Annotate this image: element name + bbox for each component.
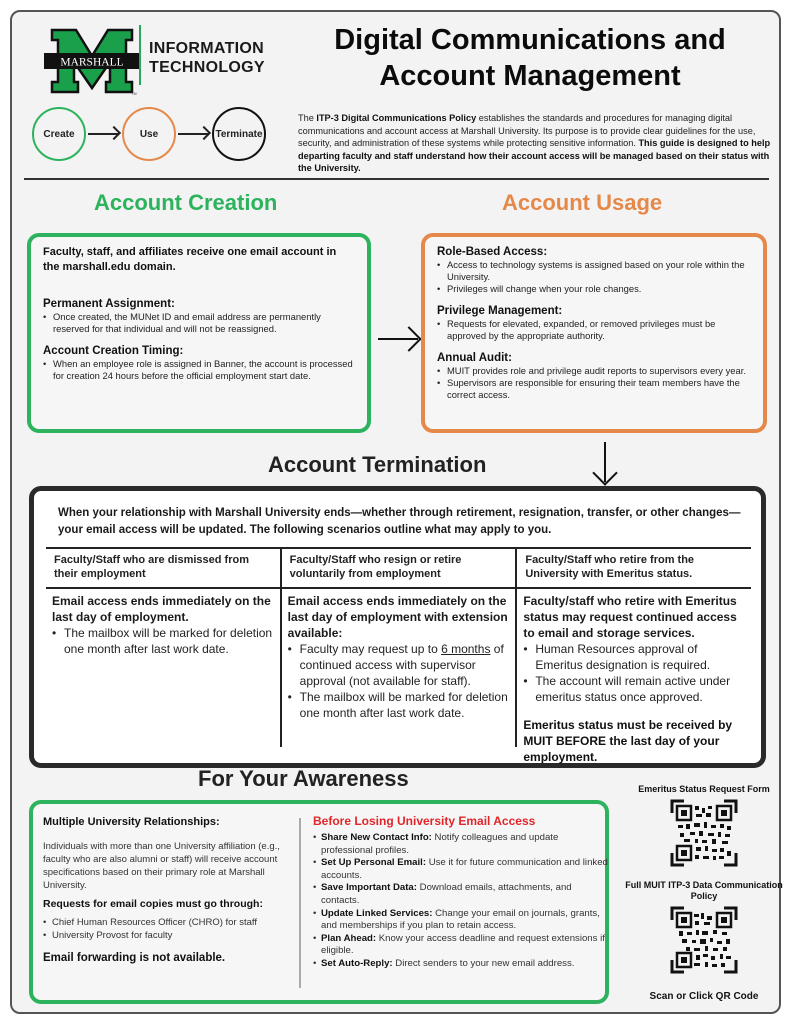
logo-divider [139, 25, 141, 85]
creation-card [27, 233, 371, 433]
column-lead: Faculty/staff who retire with Emeritus status may request continued access to email and storage services. [523, 594, 737, 640]
list-item: • Chief Human Resources Officer (CHRO) for staff [43, 917, 283, 930]
column-resign [280, 589, 516, 747]
policy-flyer [10, 10, 781, 1014]
list-item: • University Provost for faculty [43, 930, 283, 943]
list-item: • Access to technology systems is assigned based on your role within the University. [437, 259, 751, 283]
list-item: • The mailbox will be marked for deletion one month after last work date. [288, 689, 510, 721]
arrow-right-icon [178, 133, 208, 135]
list-item: • Faculty may request up to 6 months of continued access with supervisor approval (not available for staff). [288, 641, 510, 689]
svg-text:MARSHALL: MARSHALL [60, 56, 124, 69]
section-heading: Account Creation Timing: [43, 345, 184, 357]
list-item: • Privileges will change when your role changes. [437, 283, 751, 295]
list-item: • Save Important Data: Download emails, attachments, and contacts. [313, 882, 608, 907]
section-heading: Permanent Assignment: [43, 298, 175, 310]
page-title: Digital Communications and Account Management [334, 24, 726, 92]
list-item: • Update Linked Services: Change your email on journals, grants, and memberships if you plan to retain access. [313, 908, 608, 933]
awareness-left [43, 816, 283, 971]
forwarding-note: Email forwarding is not available. [43, 952, 226, 964]
awareness-card [29, 800, 609, 1004]
list-item: • The mailbox will be marked for deletion one month after last work date. [52, 625, 274, 657]
column-header: Faculty/Staff who are dismissed from their employment [54, 554, 249, 580]
list-item: • Once created, the MUNet ID and email address are permanently reserved for that individual and will not be reassigned. [43, 311, 355, 335]
table-header [46, 547, 751, 589]
section-heading: Multiple University Relationships: [43, 816, 220, 828]
svg-text:TM: TM [131, 92, 137, 96]
paragraph: Individuals with more than one University affiliation (e.g., faculty who are also alumni or staff) will receive account specifications based on their primary role at Marshall University. [43, 841, 280, 891]
qr-label: Full MUIT ITP-3 Data Communication Policy [625, 880, 783, 901]
column-header: Faculty/Staff who retire from the University with Emeritus status. [515, 549, 751, 587]
list-item: • MUIT provides role and privilege audit reports to supervisors every year. [437, 365, 751, 377]
creation-lead: Faculty, staff, and affiliates receive one email account in the marshall.edu domain. [43, 246, 337, 273]
section-title-termination: Account Termination [268, 452, 487, 477]
arrow-right-icon [88, 133, 118, 135]
section-title-usage: Account Usage [502, 190, 663, 215]
marshall-logo [42, 26, 142, 96]
qr-section [624, 784, 784, 1002]
list-item: • When an employee role is assigned in Banner, the account is processed for creation 24 hours before the official employment start date. [43, 358, 355, 382]
list-item: • Share New Contact Info: Notify colleagues and update professional profiles. [313, 832, 608, 857]
termination-table [46, 547, 751, 764]
list-item: • Requests for elevated, expanded, or removed privileges must be approved by the appropriate authority. [437, 318, 751, 342]
arrow-right-icon [378, 338, 418, 340]
emeritus-note: Emeritus status must be received by MUIT BEFORE the last day of your employment. [523, 718, 733, 764]
sub-heading: Requests for email copies must go through: [43, 898, 263, 910]
list-item: • Supervisors are responsible for ensuring their team members have the correct access. [437, 377, 751, 401]
qr-code-icon-emeritus[interactable] [670, 799, 738, 867]
qr-label: Emeritus Status Request Form [638, 784, 770, 794]
column-header: Faculty/Staff who resign or retire voluntarily from employment [280, 549, 516, 587]
section-heading: Role-Based Access: [437, 246, 548, 258]
qr-footer: Scan or Click QR Code [649, 991, 759, 1002]
section-heading: Privilege Management: [437, 305, 563, 317]
flow-step-terminate: Terminate [212, 107, 266, 161]
section-title-creation: Account Creation [94, 190, 278, 215]
column-emeritus [515, 589, 751, 764]
awareness-right [313, 814, 608, 971]
termination-intro: When your relationship with Marshall University ends—whether through retirement, resignation, transfer, or other changes—your email access will be updated. The following scenarios outline what may apply to you. [58, 507, 741, 536]
section-heading: Before Losing University Email Access [313, 814, 536, 828]
column-lead: Email access ends immediately on the last day of employment with extension available: [287, 594, 508, 640]
list-item: • Set Up Personal Email: Use it for future communication and linked accounts. [313, 857, 608, 882]
flow-step-use: Use [122, 107, 176, 161]
list-item: • Human Resources approval of Emeritus designation is required. [523, 641, 745, 673]
qr-code-icon-policy[interactable] [670, 906, 738, 974]
column-dismissed [46, 589, 280, 747]
flow-step-create: Create [32, 107, 86, 161]
section-heading: Annual Audit: [437, 352, 512, 364]
divider [299, 818, 301, 988]
arrow-down-icon [604, 442, 606, 482]
list-item: • Plan Ahead: Know your access deadline and request extensions if eligible. [313, 933, 608, 958]
list-item: • The account will remain active under emeritus status once approved. [523, 673, 745, 705]
department-name: INFORMATION TECHNOLOGY [149, 40, 265, 76]
list-item: • Set Auto-Reply: Direct senders to your new email address. [313, 958, 608, 971]
termination-card [29, 486, 766, 768]
table-body [46, 589, 751, 764]
header-divider [24, 178, 769, 180]
column-lead: Email access ends immediately on the last day of employment. [52, 594, 271, 624]
intro-paragraph: The ITP-3 Digital Communications Policy establishes the standards and procedures for managing digital communications and account access at Marshall University. Its purpose is to provide clear guidelines for the use, security, and administration of these systems while protecting sensitive information. This guide is designed to help departing faculty and staff understand how their account access will be managed based on their status with the University. [298, 113, 771, 173]
usage-card [421, 233, 767, 433]
section-title-awareness: For Your Awareness [198, 766, 409, 791]
